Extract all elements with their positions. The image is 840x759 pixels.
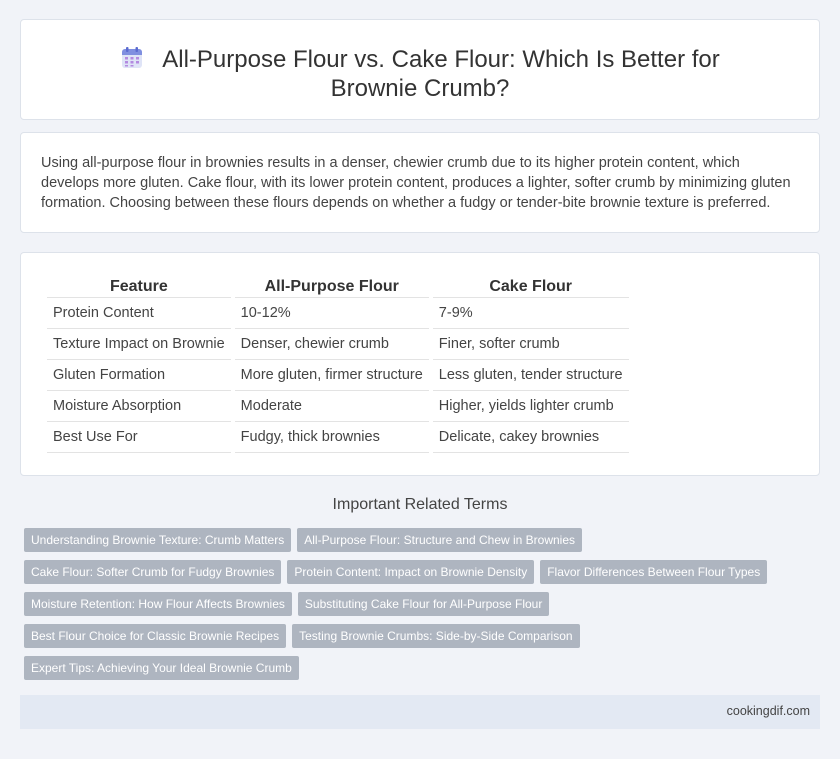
footer xyxy=(20,695,820,729)
table-cell: Texture Impact on Brownie xyxy=(47,329,231,360)
related-term-tag[interactable]: All-Purpose Flour: Structure and Chew in Brownies xyxy=(297,528,582,552)
table-cell: Moderate xyxy=(235,391,429,422)
related-term-tag[interactable]: Cake Flour: Softer Crumb for Fudgy Brownies xyxy=(24,560,281,584)
table-cell: 10-12% xyxy=(235,298,429,329)
related-term-tag[interactable]: Flavor Differences Between Flour Types xyxy=(540,560,767,584)
page-title-wrap xyxy=(21,45,819,103)
table-row xyxy=(47,298,629,329)
column-header-cake-flour: Cake Flour xyxy=(433,276,629,298)
table-header-row xyxy=(47,276,629,298)
table-row xyxy=(47,329,629,360)
intro-card xyxy=(20,132,820,233)
table-cell: Higher, yields lighter crumb xyxy=(433,391,629,422)
column-header-feature: Feature xyxy=(47,276,231,298)
header-card xyxy=(20,19,820,120)
related-term-tag[interactable]: Understanding Brownie Texture: Crumb Matters xyxy=(24,528,291,552)
related-term-tag[interactable]: Protein Content: Impact on Brownie Density xyxy=(287,560,534,584)
related-term-tag[interactable]: Substituting Cake Flour for All-Purpose Flour xyxy=(298,592,549,616)
related-term-tag[interactable]: Testing Brownie Crumbs: Side-by-Side Comparison xyxy=(292,624,579,648)
intro-paragraph: Using all-purpose flour in brownies results in a denser, chewier crumb due to its higher protein content, which develops more gluten. Cake flour, with its lower protein content, produces a lighter, softer crumb by minimizing gluten formation. Choosing between these flours depends on whether a fudgy or tender-bite brownie texture is preferred. xyxy=(41,155,791,211)
table-cell: Best Use For xyxy=(47,422,231,453)
table-row xyxy=(47,391,629,422)
table-cell: Protein Content xyxy=(47,298,231,329)
table-cell: Less gluten, tender structure xyxy=(433,360,629,391)
related-term-tag[interactable]: Best Flour Choice for Classic Brownie Recipes xyxy=(24,624,286,648)
calendar-icon xyxy=(120,46,144,70)
table-cell: 7-9% xyxy=(433,298,629,329)
related-term-tag[interactable]: Expert Tips: Achieving Your Ideal Brownie Crumb xyxy=(24,656,299,680)
related-terms-list xyxy=(24,528,784,680)
table-cell: More gluten, firmer structure xyxy=(235,360,429,391)
page-title: All-Purpose Flour vs. Cake Flour: Which Is Better for Brownie Crumb? xyxy=(162,46,720,102)
related-term-tag[interactable]: Moisture Retention: How Flour Affects Brownies xyxy=(24,592,292,616)
related-terms-heading: Important Related Terms xyxy=(332,496,508,513)
column-header-all-purpose: All-Purpose Flour xyxy=(235,276,429,298)
comparison-table xyxy=(43,276,633,453)
table-row xyxy=(47,422,629,453)
table-cell: Delicate, cakey brownies xyxy=(433,422,629,453)
table-cell: Denser, chewier crumb xyxy=(235,329,429,360)
table-cell: Finer, softer crumb xyxy=(433,329,629,360)
table-cell: Fudgy, thick brownies xyxy=(235,422,429,453)
table-cell: Gluten Formation xyxy=(47,360,231,391)
comparison-table-card xyxy=(20,252,820,476)
table-cell: Moisture Absorption xyxy=(47,391,231,422)
table-row xyxy=(47,360,629,391)
footer-site-name: cookingdif.com xyxy=(726,704,810,718)
